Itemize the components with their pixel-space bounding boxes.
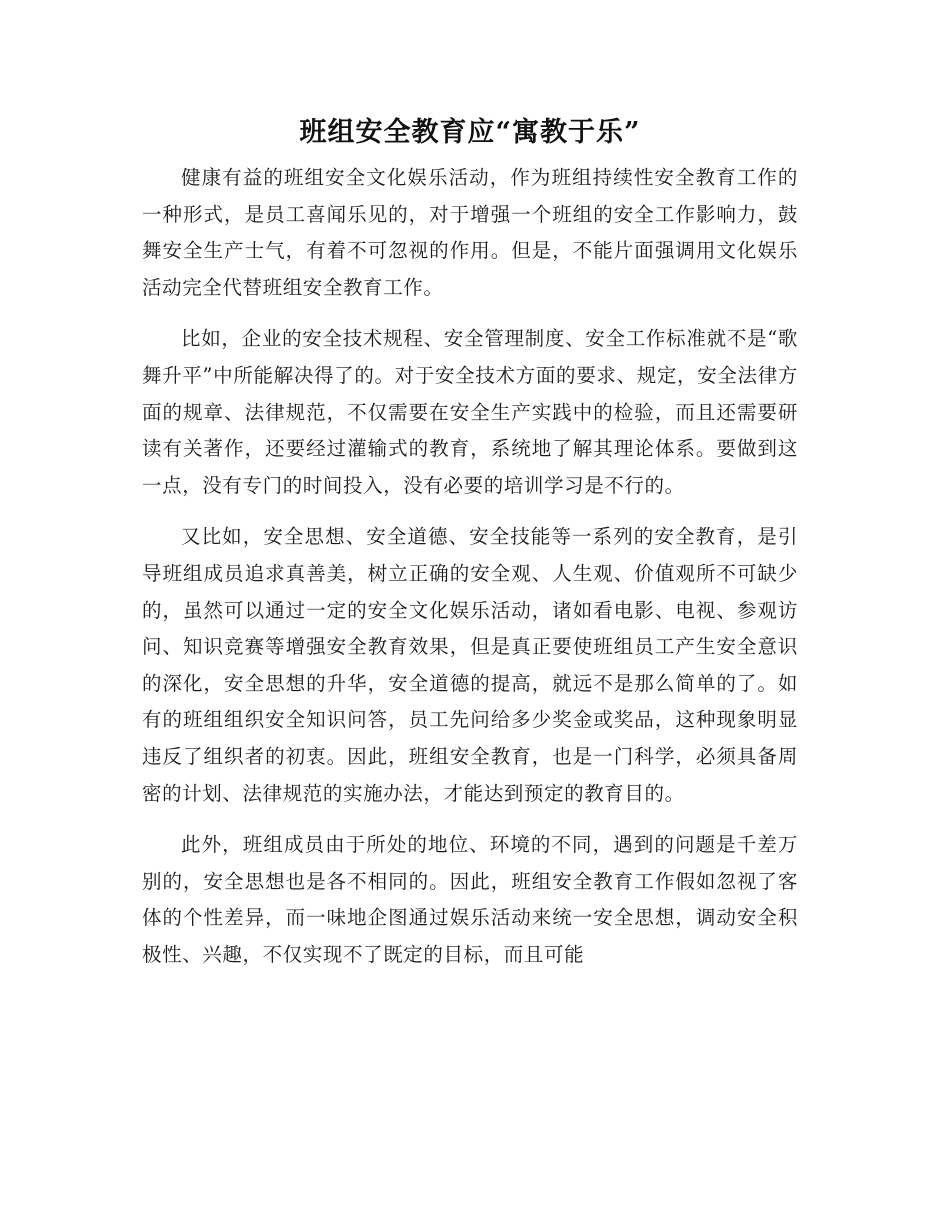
document-body	[142, 112, 798, 988]
paragraph-2: 比如，企业的安全技术规程、安全管理制度、安全工作标准就不是“歌舞升平”中所能解决得了的。对于安全技术方面的要求、规定，安全法律方面的规章、法律规范，不仅需要在安全生产实践中的检验，而且还需要研读有关著作，还要经过灌输式的教育，系统地了解其理论体系。要做到这一点，没有专门的时间投入，没有必要的培训学习是不行的。	[142, 327, 798, 497]
paragraph-4: 此外，班组成员由于所处的地位、环境的不同，遇到的问题是千差万别的，安全思想也是各不相同的。因此，班组安全教育工作假如忽视了客体的个性差异，而一味地企图通过娱乐活动来统一安全思想，调动安全积极性、兴趣，不仅实现不了既定的目标，而且可能	[142, 833, 798, 966]
paragraph-3: 又比如，安全思想、安全道德、安全技能等一系列的安全教育，是引导班组成员追求真善美，树立正确的安全观、人生观、价值观所不可缺少的，虽然可以通过一定的安全文化娱乐活动，诸如看电影、电视、参观访问、知识竞赛等增强安全教育效果，但是真正要使班组员工产生安全意识的深化，安全思想的升华，安全道德的提高，就远不是那么简单的了。如有的班组组织安全知识问答，员工先问给多少奖金或奖品，这种现象明显违反了组织者的初衷。因此，班组安全教育，也是一门科学，必须具备周密的计划、法律规范的实施办法，才能达到预定的教育目的。	[142, 525, 798, 805]
paragraph-1: 健康有益的班组安全文化娱乐活动，作为班组持续性安全教育工作的一种形式，是员工喜闻乐见的，对于增强一个班组的安全工作影响力，鼓舞安全生产士气，有着不可忽视的作用。但是，不能片面强调用文化娱乐活动完全代替班组安全教育工作。	[142, 166, 798, 299]
document-title: 班组安全教育应“寓教于乐”	[299, 117, 641, 148]
